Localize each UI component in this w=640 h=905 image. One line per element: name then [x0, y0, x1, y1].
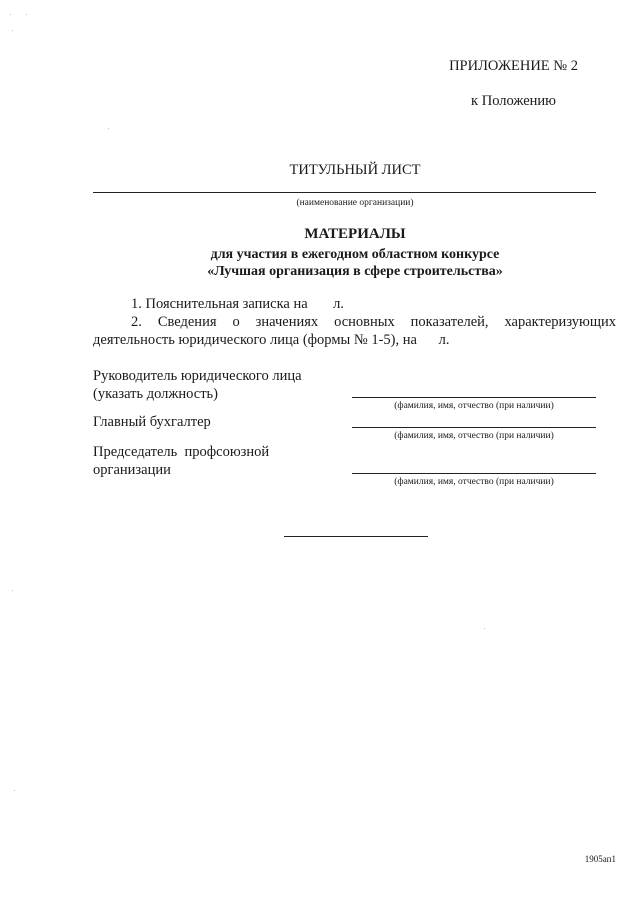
item2-word: Сведения	[157, 314, 217, 330]
item2-word: характеризующих	[504, 314, 616, 330]
scan-speck	[108, 128, 109, 129]
closing-line	[284, 536, 428, 537]
signature-line-union-chair	[352, 473, 596, 474]
scan-speck	[26, 14, 27, 15]
scan-speck	[12, 30, 13, 31]
signature-caption-accountant: (фамилия, имя, отчество (при наличии)	[394, 431, 554, 441]
item2-word: основных	[334, 314, 395, 330]
signature-caption-head: (фамилия, имя, отчество (при наличии)	[394, 401, 554, 411]
item2-word: 2.	[131, 314, 142, 330]
organization-name-caption: (наименование организации)	[296, 198, 414, 208]
signatory-union-chair-label: Председатель профсоюзной организации	[93, 444, 273, 478]
appendix-reference: к Положению	[471, 93, 556, 109]
scan-speck	[10, 14, 11, 15]
materials-heading: МАТЕРИАЛЫ	[304, 226, 406, 242]
signatory-accountant-label: Главный бухгалтер	[93, 414, 211, 430]
item2-word: показателей,	[410, 314, 489, 330]
item2-word: значениях	[255, 314, 319, 330]
signature-line-head	[352, 397, 596, 398]
scan-speck	[484, 628, 485, 629]
appendix-number: ПРИЛОЖЕНИЕ № 2	[449, 58, 578, 74]
document-code: 1905ап1	[584, 854, 616, 864]
list-item-indicators-continuation: деятельность юридического лица (формы № 1-5), на л.	[93, 332, 450, 348]
organization-name-line	[93, 192, 596, 193]
item2-word: о	[232, 314, 240, 330]
document-title: ТИТУЛЬНЫЙ ЛИСТ	[289, 162, 421, 178]
scan-speck	[12, 590, 13, 591]
signature-line-accountant	[352, 427, 596, 428]
list-item-explanatory-note: 1. Пояснительная записка на л.	[131, 296, 344, 312]
materials-subtitle-line1: для участия в ежегодном областном конкурсе	[210, 247, 500, 262]
signature-caption-union-chair: (фамилия, имя, отчество (при наличии)	[394, 477, 554, 487]
scan-speck	[14, 790, 15, 791]
list-item-indicators	[131, 314, 616, 331]
materials-subtitle-line2: «Лучшая организация в сфере строительства»	[207, 264, 503, 279]
signatory-head-label: Руководитель юридического лица (указать должность)	[93, 368, 302, 402]
